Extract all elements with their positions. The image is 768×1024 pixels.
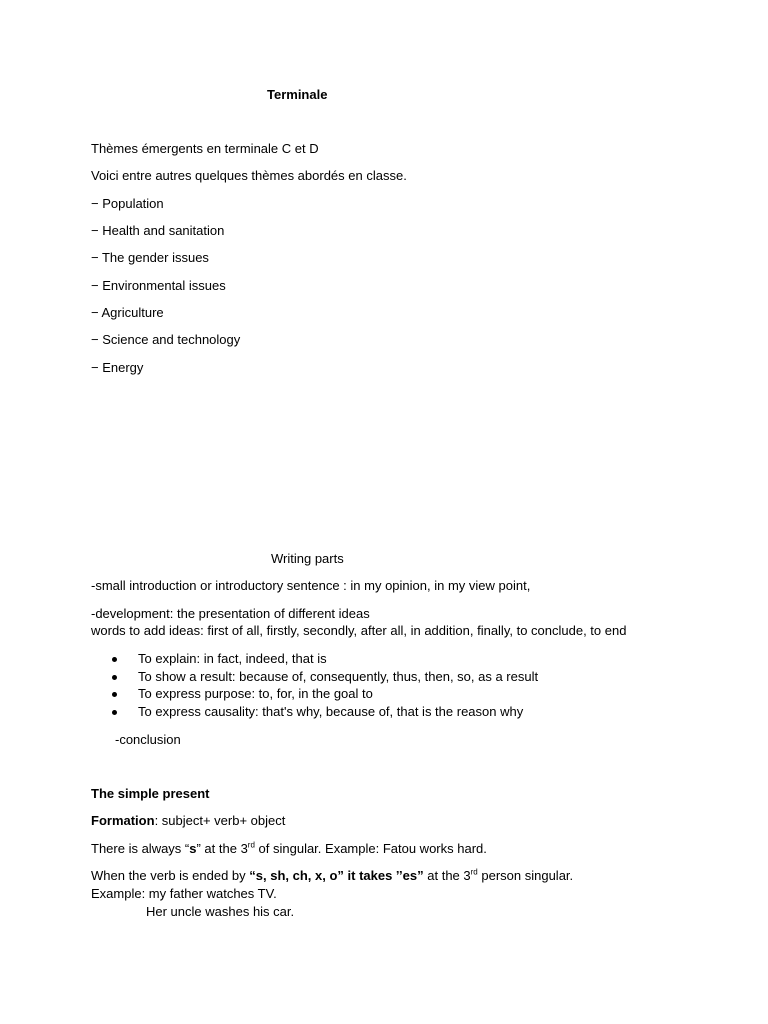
bullet-icon bbox=[112, 692, 117, 697]
list-item-text: To express purpose: to, for, in the goal to bbox=[138, 686, 373, 701]
rule-text: at the 3 bbox=[423, 868, 471, 883]
formation-text: : subject+ verb+ object bbox=[154, 813, 286, 828]
list-item-text: To explain: in fact, indeed, that is bbox=[138, 651, 327, 666]
rule-text: ” at the 3 bbox=[196, 841, 248, 856]
writing-development: -development: the presentation of different ideas bbox=[91, 606, 370, 621]
theme-item: − Science and technology bbox=[91, 332, 241, 347]
bullet-icon bbox=[112, 657, 117, 662]
ordinal-suffix: rd bbox=[247, 840, 255, 850]
rule-text: There is always “ bbox=[91, 841, 190, 856]
theme-item: − The gender issues bbox=[91, 250, 209, 265]
rule-emphasis: s bbox=[189, 841, 197, 856]
rule-text: of singular. Example: Fatou works hard. bbox=[254, 841, 487, 856]
intro-subheading: Voici entre autres quelques thèmes abordés en classe. bbox=[91, 168, 407, 183]
writing-words-to-add: words to add ideas: first of all, firstly, secondly, after all, in addition, finally, to conclude, to end bbox=[91, 623, 627, 638]
list-item-text: To express causality: that's why, because of, that is the reason why bbox=[138, 704, 524, 719]
page-title: Terminale bbox=[267, 87, 328, 102]
ordinal-suffix: rd bbox=[470, 867, 478, 877]
rule-line bbox=[91, 868, 573, 884]
bullet-icon bbox=[112, 675, 117, 680]
bullet-icon bbox=[112, 710, 117, 715]
theme-item: − Agriculture bbox=[91, 305, 164, 320]
theme-item: − Health and sanitation bbox=[91, 223, 225, 238]
rule-line bbox=[91, 841, 487, 857]
formation-label: Formation bbox=[91, 813, 155, 828]
theme-item: − Energy bbox=[91, 360, 144, 375]
writing-conclusion: -conclusion bbox=[115, 732, 181, 747]
writing-introduction: -small introduction or introductory sentence : in my opinion, in my view point, bbox=[91, 578, 531, 593]
theme-item: − Environmental issues bbox=[91, 278, 226, 293]
example-line: Her uncle washes his car. bbox=[146, 904, 295, 919]
rule-emphasis: “s, sh, ch, x, o” it takes ’’es” bbox=[249, 868, 424, 883]
rule-text: When the verb is ended by bbox=[91, 868, 250, 883]
writing-heading: Writing parts bbox=[271, 551, 344, 566]
list-item-text: To show a result: because of, consequently, thus, then, so, as a result bbox=[138, 669, 539, 684]
section-heading: The simple present bbox=[91, 786, 210, 801]
formation-line bbox=[91, 813, 285, 829]
rule-text: person singular. bbox=[477, 868, 574, 883]
intro-heading: Thèmes émergents en terminale C et D bbox=[91, 141, 319, 156]
example-line: Example: my father watches TV. bbox=[91, 886, 277, 901]
theme-item: − Population bbox=[91, 196, 164, 211]
